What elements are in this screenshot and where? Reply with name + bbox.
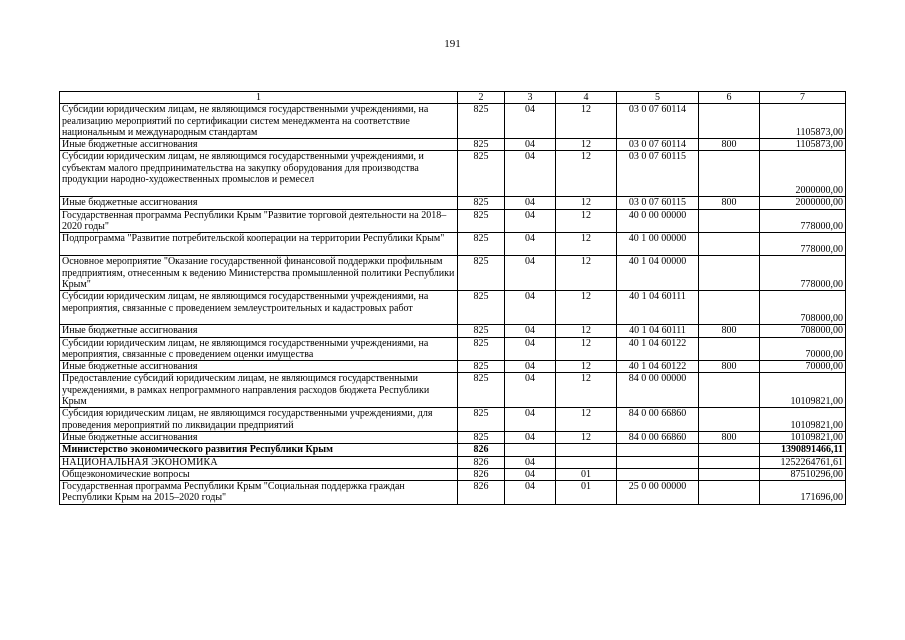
cell-subsection: 01	[556, 481, 617, 505]
cell-section: 04	[505, 361, 556, 373]
table-row	[60, 337, 846, 361]
cell-subsection: 12	[556, 197, 617, 209]
cell-subsection: 12	[556, 233, 617, 256]
table-header-row	[60, 92, 846, 104]
cell-expense-type	[699, 373, 760, 408]
row-description: Иные бюджетные ассигнования	[60, 139, 458, 151]
cell-ministry-code: 825	[458, 291, 505, 325]
cell-section: 04	[505, 104, 556, 139]
cell-ministry-code: 825	[458, 373, 505, 408]
cell-section: 04	[505, 151, 556, 197]
row-description: НАЦИОНАЛЬНАЯ ЭКОНОМИКА	[60, 456, 458, 468]
cell-subsection: 12	[556, 291, 617, 325]
cell-section: 04	[505, 209, 556, 233]
table-row	[60, 233, 846, 256]
cell-subsection: 12	[556, 209, 617, 233]
cell-section: 04	[505, 408, 556, 432]
cell-subsection: 12	[556, 256, 617, 291]
cell-target-article: 84 0 00 00000	[617, 373, 699, 408]
cell-amount: 1105873,00	[760, 139, 846, 151]
cell-expense-type	[699, 468, 760, 480]
cell-expense-type	[699, 337, 760, 361]
page-number: 191	[444, 38, 461, 50]
cell-target-article	[617, 468, 699, 480]
cell-amount: 10109821,00	[760, 373, 846, 408]
cell-subsection: 01	[556, 468, 617, 480]
cell-target-article: 40 1 04 60122	[617, 337, 699, 361]
cell-amount: 1390891466,11	[760, 444, 846, 456]
cell-subsection: 12	[556, 361, 617, 373]
row-description: Субсидии юридическим лицам, не являющимся государственными учреждениями, на мероприятия, связанные с проведением оценки имущества	[60, 337, 458, 361]
row-description: Субсидии юридическим лицам, не являющимся государственными учреждениями, на реализацию мероприятий по сертификации систем менеджмента на соответствие национальным и международным стандартам	[60, 104, 458, 139]
cell-expense-type	[699, 444, 760, 456]
table-row	[60, 197, 846, 209]
cell-amount: 10109821,00	[760, 431, 846, 443]
column-header: 6	[699, 92, 760, 104]
cell-amount: 778000,00	[760, 209, 846, 233]
cell-target-article: 40 1 04 60111	[617, 325, 699, 337]
cell-ministry-code: 826	[458, 444, 505, 456]
cell-expense-type: 800	[699, 325, 760, 337]
row-description: Субсидия юридическим лицам, не являющимся государственными учреждениями, для проведения мероприятий по ликвидации предприятий	[60, 408, 458, 432]
table-row	[60, 291, 846, 325]
cell-target-article: 25 0 00 00000	[617, 481, 699, 505]
cell-section: 04	[505, 337, 556, 361]
cell-expense-type	[699, 291, 760, 325]
column-header: 7	[760, 92, 846, 104]
cell-section: 04	[505, 456, 556, 468]
row-description: Иные бюджетные ассигнования	[60, 361, 458, 373]
cell-section: 04	[505, 373, 556, 408]
table-row	[60, 256, 846, 291]
cell-expense-type	[699, 256, 760, 291]
cell-section: 04	[505, 325, 556, 337]
cell-ministry-code: 825	[458, 431, 505, 443]
cell-amount: 2000000,00	[760, 197, 846, 209]
cell-subsection	[556, 456, 617, 468]
row-description: Предоставление субсидий юридическим лицам, не являющимся государственными учреждениями, в рамках непрограммного направления расходов бюджета Республики Крым	[60, 373, 458, 408]
budget-table	[59, 91, 846, 505]
cell-section: 04	[505, 197, 556, 209]
cell-target-article: 40 1 04 60122	[617, 361, 699, 373]
cell-target-article: 03 0 07 60114	[617, 104, 699, 139]
row-description: Государственная программа Республики Крым "Развитие торговой деятельности на 2018–2020 годы"	[60, 209, 458, 233]
table-row	[60, 408, 846, 432]
table-row-section	[60, 456, 846, 468]
cell-target-article: 84 0 00 66860	[617, 408, 699, 432]
cell-expense-type: 800	[699, 139, 760, 151]
cell-expense-type: 800	[699, 197, 760, 209]
cell-expense-type	[699, 456, 760, 468]
cell-section: 04	[505, 431, 556, 443]
cell-subsection: 12	[556, 408, 617, 432]
cell-amount: 1252264761,61	[760, 456, 846, 468]
row-description: Министерство экономического развития Республики Крым	[60, 444, 458, 456]
cell-target-article	[617, 444, 699, 456]
cell-ministry-code: 825	[458, 209, 505, 233]
cell-expense-type	[699, 104, 760, 139]
table-row	[60, 481, 846, 505]
cell-subsection: 12	[556, 151, 617, 197]
row-description: Основное мероприятие "Оказание государственной финансовой поддержки профильным предприятиям, отнесенным к ведению Министерства промышленной политики Республики Крым"	[60, 256, 458, 291]
cell-section: 04	[505, 139, 556, 151]
column-header: 2	[458, 92, 505, 104]
cell-target-article: 03 0 07 60115	[617, 197, 699, 209]
cell-amount: 70000,00	[760, 361, 846, 373]
cell-target-article	[617, 456, 699, 468]
cell-amount: 87510296,00	[760, 468, 846, 480]
cell-ministry-code: 825	[458, 233, 505, 256]
column-header: 3	[505, 92, 556, 104]
cell-subsection	[556, 444, 617, 456]
cell-ministry-code: 826	[458, 456, 505, 468]
column-header: 1	[60, 92, 458, 104]
cell-subsection: 12	[556, 337, 617, 361]
cell-expense-type: 800	[699, 361, 760, 373]
row-description: Иные бюджетные ассигнования	[60, 325, 458, 337]
cell-subsection: 12	[556, 104, 617, 139]
column-header: 4	[556, 92, 617, 104]
cell-amount: 171696,00	[760, 481, 846, 505]
table-row	[60, 468, 846, 480]
cell-target-article: 40 0 00 00000	[617, 209, 699, 233]
cell-ministry-code: 825	[458, 151, 505, 197]
cell-amount: 70000,00	[760, 337, 846, 361]
row-description: Государственная программа Республики Крым "Социальная поддержка граждан Республики Крым на 2015–2020 годы"	[60, 481, 458, 505]
cell-ministry-code: 825	[458, 256, 505, 291]
row-description: Субсидии юридическим лицам, не являющимся государственными учреждениями, и субъектам малого предпринимательства на закупку оборудования для производства продукции народно-художественных промыслов и ремесел	[60, 151, 458, 197]
cell-target-article: 03 0 07 60115	[617, 151, 699, 197]
table-row	[60, 104, 846, 139]
row-description: Иные бюджетные ассигнования	[60, 431, 458, 443]
cell-amount: 778000,00	[760, 256, 846, 291]
row-description: Иные бюджетные ассигнования	[60, 197, 458, 209]
cell-target-article: 03 0 07 60114	[617, 139, 699, 151]
cell-expense-type	[699, 209, 760, 233]
cell-amount: 1105873,00	[760, 104, 846, 139]
cell-ministry-code: 825	[458, 104, 505, 139]
cell-subsection: 12	[556, 139, 617, 151]
table-row	[60, 325, 846, 337]
cell-amount: 708000,00	[760, 291, 846, 325]
column-header: 5	[617, 92, 699, 104]
cell-expense-type	[699, 481, 760, 505]
cell-target-article: 40 1 00 00000	[617, 233, 699, 256]
cell-section: 04	[505, 233, 556, 256]
cell-amount: 10109821,00	[760, 408, 846, 432]
table-row	[60, 361, 846, 373]
cell-expense-type: 800	[699, 431, 760, 443]
table-row-ministry-total	[60, 444, 846, 456]
cell-expense-type	[699, 233, 760, 256]
cell-expense-type	[699, 408, 760, 432]
table-row	[60, 209, 846, 233]
cell-ministry-code: 825	[458, 408, 505, 432]
table-row	[60, 373, 846, 408]
cell-amount: 2000000,00	[760, 151, 846, 197]
row-description: Подпрограмма "Развитие потребительской кооперации на территории Республики Крым"	[60, 233, 458, 256]
cell-ministry-code: 826	[458, 468, 505, 480]
table-row	[60, 139, 846, 151]
cell-section: 04	[505, 468, 556, 480]
cell-target-article: 84 0 00 66860	[617, 431, 699, 443]
cell-amount: 778000,00	[760, 233, 846, 256]
cell-subsection: 12	[556, 325, 617, 337]
cell-target-article: 40 1 04 00000	[617, 256, 699, 291]
cell-section: 04	[505, 481, 556, 505]
cell-section: 04	[505, 291, 556, 325]
cell-amount: 708000,00	[760, 325, 846, 337]
cell-ministry-code: 825	[458, 139, 505, 151]
cell-ministry-code: 825	[458, 197, 505, 209]
cell-ministry-code: 825	[458, 325, 505, 337]
cell-target-article: 40 1 04 60111	[617, 291, 699, 325]
cell-ministry-code: 825	[458, 361, 505, 373]
cell-ministry-code: 825	[458, 337, 505, 361]
row-description: Общеэкономические вопросы	[60, 468, 458, 480]
cell-subsection: 12	[556, 373, 617, 408]
row-description: Субсидии юридическим лицам, не являющимся государственными учреждениями, на мероприятия, связанные с проведением землеустроительных и кадастровых работ	[60, 291, 458, 325]
cell-subsection: 12	[556, 431, 617, 443]
cell-section: 04	[505, 256, 556, 291]
cell-section	[505, 444, 556, 456]
table-row	[60, 431, 846, 443]
cell-ministry-code: 826	[458, 481, 505, 505]
cell-expense-type	[699, 151, 760, 197]
table-row	[60, 151, 846, 197]
